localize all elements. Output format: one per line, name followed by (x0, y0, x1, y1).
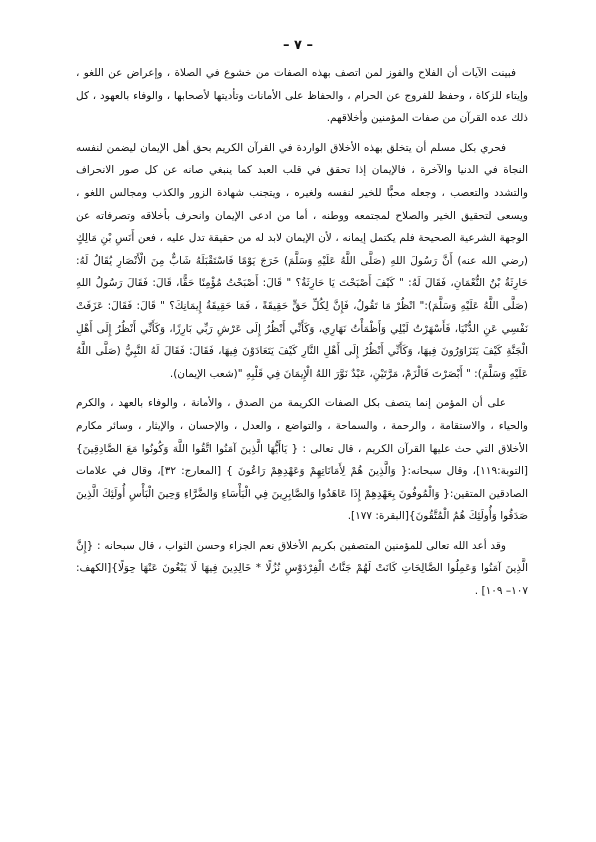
paragraph-verses-summary: فبينت الآيات أن الفلاح والفوز لمن اتصف بهذه الصفات من خشوع في الصلاة ، وإعراض عن اللغو ، وإيتاء للزكاة ، وحفظ للفروج عن الحرام ، والحفاظ على الأمانات وتأديتها لأصحابها ، والوفاء بالعهود ، كل ذلك عده القرآن من صفات المؤمنين وأخلاقهم. (76, 67, 528, 125)
page-number: – ٧ – (283, 38, 313, 53)
page-body (76, 62, 528, 610)
paragraph-reward: وقد أعد الله تعالى للمؤمنين المتصفين بكريم الأخلاق نعم الجزاء وحسن الثواب ، قال سبحانه : {إِنَّ الَّذِينَ آمَنُوا وَعَمِلُوا الصَّالِحَاتِ كَانَتْ لَهُمْ جَنَّاتُ الْفِرْدَوْسِ نُزُلًا * خَالِدِينَ فِيهَا لَا يَبْغُونَ عَنْهَا حِوَلًا}[الكهف: ١٠٧– ١٠٩] . (76, 539, 528, 598)
paragraph-faith-and-hadith: فحري بكل مسلم أن يتخلق بهذه الأخلاق الواردة في القرآن الكريم بحق أهل الإيمان ليضمن لنفسه النجاة في الدنيا والآخرة ، فالإيمان إذا تحقق في قلب العبد كما ينبغي صانه عن كل صور الانحراف والتشدد والتعصب ، وجعله محبًّا للخير لنفسه ولغيره ، ويتجنب شهادة الزور والكذب ومجالس اللغو ، ويسعى لتحقيق الخير والصلاح لمجتمعه ووطنه ، أما من ادعى الإيمان وانحرف بأخلاقه وتصرفاته عن الوجهة الشرعية الصحيحة فلم يكتمل إيمانه ، لأن الإيمان لابد له من حقيقة تدل عليه ، فعن أَنَسِ بْنِ مَالِكٍ (رضي الله عنه) أَنَّ رَسُولَ اللهِ (صَلَّى اللَّهُ عَلَيْهِ وَسَلَّمَ) خَرَجَ يَوْمًا فَاسْتَقْبَلَهُ شَابٌّ مِنَ الْأَنْصَارِ يُقَالُ لَهُ: حَارِثَةُ بْنُ النُّعْمَانِ، فَقَالَ لَهُ: " كَيْفَ أَصْبَحْتَ يَا حَارِثَةُ؟ " قَالَ: أَصْبَحْتُ مُؤْمِنًا حَقًّا، قَالَ: فَقَالَ رَسُولُ اللهِ (صَلَّى اللَّهُ عَلَيْهِ وَسَلَّمَ):" انْظُرْ مَا تَقُولُ، فَإِنَّ لِكُلِّ حَقٍّ حَقِيقَةً ، فَمَا حَقِيقَةُ إِيمَانِكَ؟ " قَالَ: فَقَالَ: عَزَفَتْ نَفْسِي عَنِ الدُّنْيَا، فَأَسْهَرْتُ لَيْلِي وَأَظْمَأْتُ نَهَارِي، وَكَأَنِّي أَنْظُرُ إِلَى عَرْشِ رَبِّي بَارِزًا، وَكَأَنِّي أَنْظُرُ إِلَى أَهْلِ الْجَنَّةِ كَيْفَ يَتَزَاوَرُونَ فِيهَا، وَكَأَنِّي أَنْظُرُ إِلَى أَهْلِ النَّارِ كَيْفَ يَتَعَادَوْنَ فِيهَا، فَقَالَ: فَقَالَ لَهُ النَّبِيُّ (صَلَّى اللَّهُ عَلَيْهِ وَسَلَّمَ): " أَبْصَرْتَ فَالْزَمْ، مَرَّتَيْنِ، عَبْدٌ نَوَّرَ اللهُ الْإِيمَانَ فِي قَلْبِهِ "(شعب الإيمان). (76, 141, 528, 380)
paragraph-believer-qualities: على أن المؤمن إنما يتصف بكل الصفات الكريمة من الصدق ، والأمانة ، والوفاء بالعهد ، والكرم والحياء ، والاستقامة ، والرحمة ، والسماحة ، والتواضع ، والعدل ، والإحسان ، والإيثار ، وسائر مكارم الأخلاق التي حث عليها القرآن الكريم ، قال تعالى : { يَاأَيُّهَا الَّذِينَ آمَنُوا اتَّقُوا اللَّهَ وَكُونُوا مَعَ الصَّادِقِينَ} [التوبة:١١٩]، وقال سبحانه:{ وَالَّذِينَ هُمْ لِأَمَانَاتِهِمْ وَعَهْدِهِمْ رَاعُونَ } [المعارج: ٣٢]، وقال في علامات الصادقين المتقين:{ وَالْمُوفُونَ بِعَهْدِهِمْ إِذَا عَاهَدُوا وَالصَّابِرِينَ فِي الْبَأْسَاءِ وَالضَّرَّاءِ وَحِينَ الْبَأْسِ أُولَئِكَ الَّذِينَ صَدَقُوا وَأُولَئِكَ هُمُ الْمُتَّقُونَ}[البقرة: ١٧٧]. (76, 397, 528, 523)
